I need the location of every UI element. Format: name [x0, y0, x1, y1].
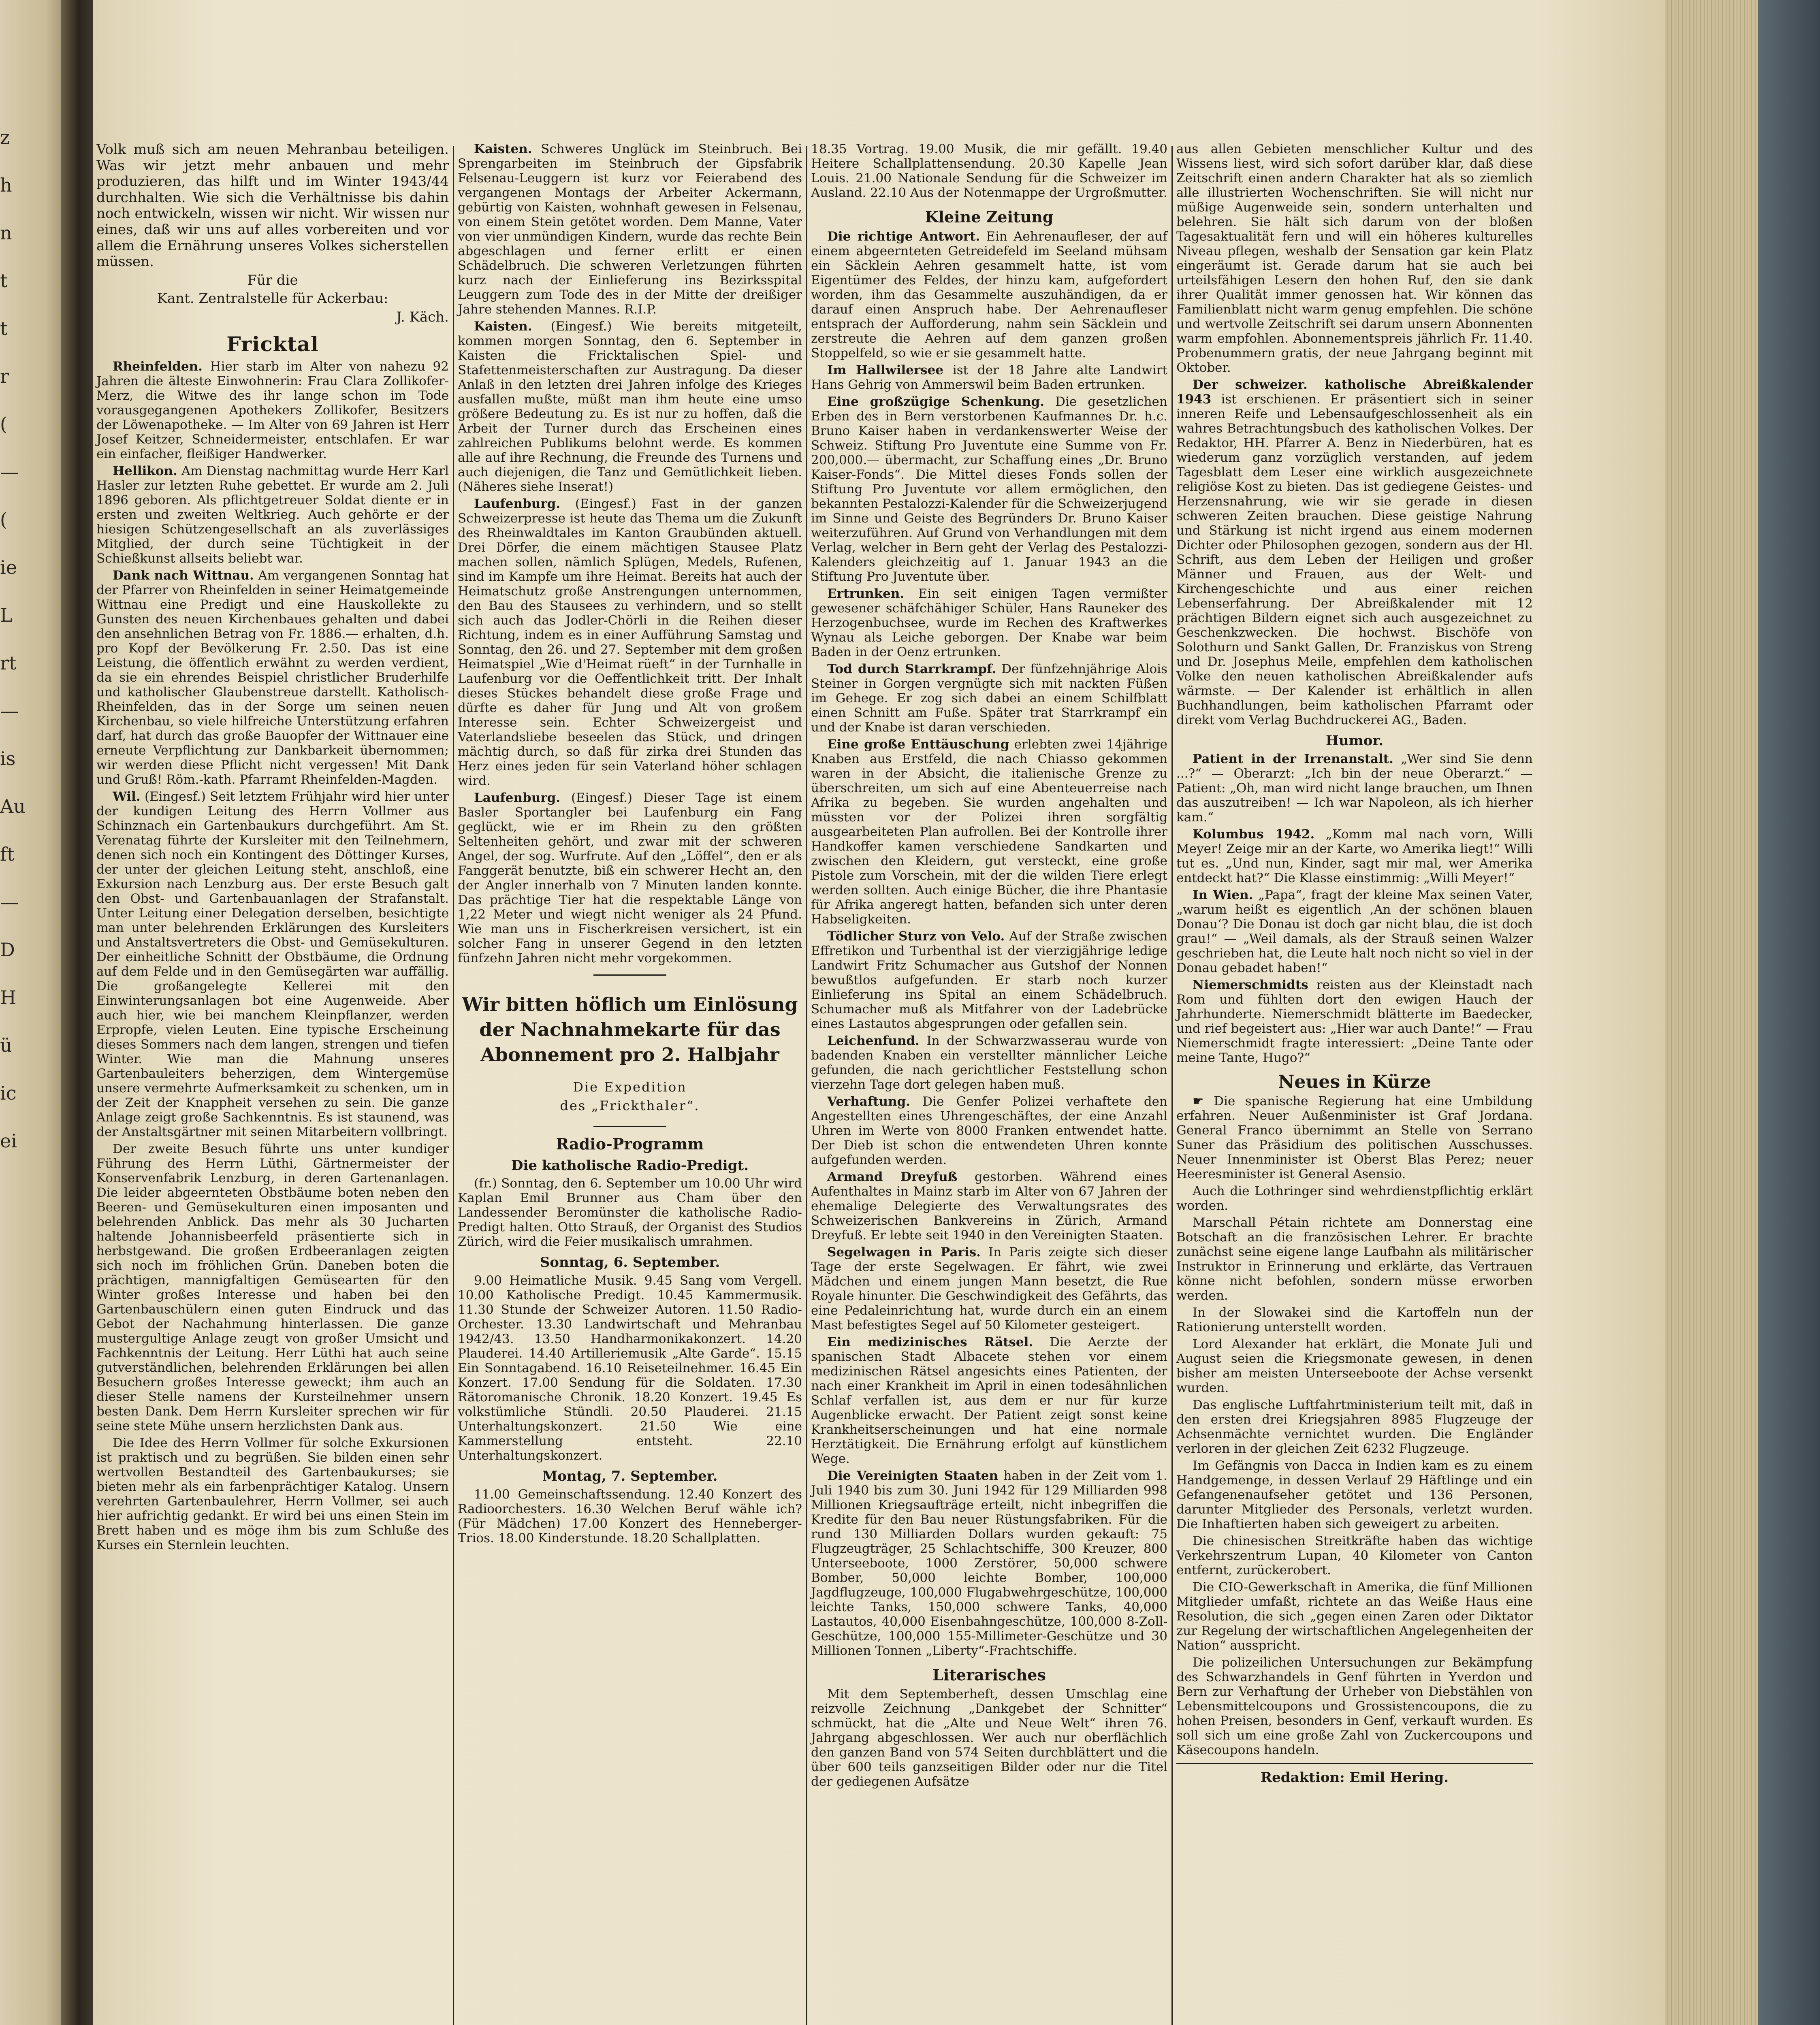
news-paragraph-lead: Verhaftung. [827, 1094, 911, 1109]
editor-credit: Redaktion: Emil Hering. [1260, 1769, 1449, 1786]
sunday-program: 9.00 Heimatliche Musik. 9.45 Sang vom Vergell. 10.00 Katholische Predigt. 10.45 Kammermusik. 11.30 Stunde der Schweizer Autoren. 11.50 Radio-Orchester. 13.30 Landwirtschaft und Mehranbau 1942/43. 13.50 Handharmonikakonzert. 14.20 Plauderei. 14.40 Artilleriemusik „Alte Garde“. 15.15 Ein Sonntagabend. 16.10 Reiseteilnehmer. 16.45 Ein Konzert. 17.00 Sendung für die Soldaten. 17.30 Rätoromanische Chronik. 18.20 Konzert. 19.45 Es volkstümliche Stündli. 20.50 Plauderei. 21.15 Unterhaltungskonzert. 21.50 Wie eine Kammerstellung entsteht. 22.10 Unterhaltungskonzert. [458, 1273, 802, 1463]
humor-paragraph [1176, 888, 1533, 975]
article-paragraph-lead: Kaisten. [474, 142, 532, 156]
article-paragraph-lead: Hellikon. [113, 464, 177, 479]
humor-paragraph [1176, 827, 1533, 885]
news-paragraph-text: Auf der Straße zwischen Effretikon und Turbenthal ist der vierzigjährige ledige Landwirt Fritz Schumacher aus Gutshof der Nonnen bewußtlos aufgefunden. Er starb noch kurzer Einlieferung ins Spital an einem Schädelbruch. Schumacher muß als Mitfahrer von der Ladebrücke eines Lastautos abgesprungen oder gefallen sein. [811, 929, 1167, 1031]
article-paragraph-text: (Eingesf.) Dieser Tage ist einem Basler Sportangler bei Laufenburg ein Fang geglückt, wie er im Rhein zu den größten Seltenheiten gehört, und zwar mit der schweren Angel, der sog. Wurfrute. Auf den „Löffel“, den er als Fanggerät benutzte, biß ein schwerer Hecht an, den der Angler innerhalb von 7 Minuten landen konnte. Das prächtige Tier hat die respektable Länge von 1,22 Meter und wiegt nicht weniger als 24 Pfund. Wie man uns in Fischerkreisen versichert, ist ein solcher Fang in unserer Gegend in den letzten fünfzehn Jahren nicht mehr vorgekommen. [458, 791, 802, 966]
news-paragraph-text: gestorben. Während eines Aufenthaltes in Mainz starb im Alter von 67 Jahren der ehemalige Delegierte des Verwaltungsrates des Schweizerischen Bankvereins in Zürich, Armand Dreyfuß. Er lebte seit 1940 in den Vereinigten Staaten. [811, 1169, 1167, 1243]
news-paragraph [811, 1034, 1167, 1092]
margin-fragment: ic [0, 1082, 17, 1104]
margin-fragment: H [0, 987, 17, 1008]
book-cover [1758, 0, 1820, 2025]
article-paragraph-text: (Eingesf.) Fast in der ganzen Schweizerpresse ist heute das Thema um die Zukunft des Rheinwaldtales im Kanton Graubünden aktuell. Drei Dörfer, die einem mächtigen Stausee Platz machen sollen, nämlich Splügen, Medels, Rufenen, sind im Kampfe um ihre Heimat. Bereits hat auch der Heimatschutz große Anstrengungen unternommen, den Bau des Stausees zu verhindern, und so stellt sich auch das Jodler-Chörli in die Reihen dieser Richtung, indem es in einer Aufführung Samstag und Sonntag, den 26. und 27. September mit dem großen Heimatspiel „Wie d'Heimat rüeft“ in der Turnhalle in Laufenburg vor die Oeffentlichkeit tritt. Der Inhalt dieses Stückes behandelt diese große Frage und dürfte es daher für Jung und Alt von großem Interesse sein. Echter Schweizergeist und Vaterlandsliebe beseelen das Stück, und dringen mächtig durch, so daß für zirka drei Stunden das Herz eines jeden für sein Vaterland höher schlagen wird. [458, 497, 802, 788]
humor-paragraph-lead: Kolumbus 1942. [1193, 827, 1315, 842]
humor-paragraph-lead: Patient in der Irrenanstalt. [1193, 751, 1393, 766]
fricktal-articles [96, 359, 449, 1552]
margin-fragment: n [0, 222, 12, 244]
news-paragraph-lead: Segelwagen in Paris. [827, 1245, 981, 1260]
literature-title: Literarisches [932, 1665, 1046, 1684]
news-paragraph-lead: Eine große Enttäuschung [827, 737, 1009, 752]
news-paragraph-text: ist der 18 Jahre alte Landwirt Hans Gehrig von Ammerswil beim Baden ertrunken. [811, 362, 1168, 392]
radio-program-continued: 18.35 Vortrag. 19.00 Musik, die mir gefällt. 19.40 Heitere Schallplattensendung. 20.30 Kapelle Jean Louis. 21.00 Nationale Sendung für die Schweizer im Ausland. 22.10 Aus der Notenmappe der Urgroßmutter. [811, 142, 1167, 200]
article-paragraph-text: Schweres Unglück im Steinbruch. Bei Sprengarbeiten im Steinbruch der Gipsfabrik Felsenau-Leuggern ist kurz vor Feierabend des vergangenen Montags der Arbeiter Ackermann, gebürtig von Kaisten, wohnhaft gewesen in Felsenau, von einem Stein getötet worden. Dem Manne, Vater von vier unmündigen Kindern, wurde das rechte Bein abgeschlagen und ferner erlitt er einen Schädelbruch. Die schweren Verletzungen führten kurz nach der Einlieferung ins Bezirksspital Leuggern zum Tode des in der Mitte der dreißiger Jahre stehenden Mannes. R.I.P. [458, 142, 802, 317]
article-paragraph [458, 497, 802, 788]
news-paragraph-lead: Tod durch Starrkrampf. [827, 661, 996, 676]
margin-fragment: ü [0, 1034, 12, 1056]
humor-paragraph [1176, 978, 1533, 1065]
column-rule [453, 146, 454, 2025]
margin-fragment: z [0, 126, 10, 148]
news-paragraph-lead: Leichenfund. [827, 1033, 920, 1048]
article-paragraph-text: Der zweite Besuch führte uns unter kundiger Führung des Herrn Lüthi, Gärtnermeister der Konservenfabrik Lenzburg, in deren Gartenanlagen. Die leider abgeernteten Obstbäume boten neben den Beeren- und Gemüsekulturen einen imposanten und belehrenden Anblick. Das mehr als 30 Jucharten haltende Johannisbeerfeld präsentierte sich in herbstgewand. Die großen Erdbeeranlagen zeigten sich noch im fröhlichen Grün. Daneben boten die prächtigen, mannigfaltigen Gemüsearten für den Winter großes Interesse und haben bei den Gartenbauschülern einen guten Eindruck und das Gebot der Nachahmung hinterlassen. Die ganze mustergultige Anlage zeugt von großer Umsicht und Fachkenntnis der Leitung. Herr Lüthi hat auch seine gutverständlichen, belehrenden Erklärungen bei allen Besuchern großes Interesse geweckt; ihm auch an dieser Stelle namens der Kursteilnehmer unsern besten Dank. Dem Herrn Kursleiter sprechen wir für seine stete Mühe unsern herzlichsten Dank aus. [96, 1142, 449, 1434]
news-brief-items [1176, 1094, 1533, 1757]
monday-heading: Montag, 7. September. [542, 1468, 718, 1484]
column-4 [1176, 142, 1533, 1788]
news-paragraph-text: Ein Aehrenaufleser, der auf einem abgeernteten Getreidefeld im Seeland mühsam ein Säcklein Aehren gesammelt hatte, ist vom Eigentümer des Feldes, der hinzu kam, aufgefordert worden, ihm das Gesammelte auszuhändigen, da er darauf einen Anspruch habe. Der Aehrenaufleser entsprach der Aufforderung, nahm sein Säcklein und zerstreute die Aehren auf dem ganzen großen Stoppelfeld, so wie er sie gesammelt hatte. [811, 229, 1167, 360]
page-edges [1665, 0, 1758, 2025]
article-paragraph [458, 142, 802, 317]
article-paragraph-text: Hier starb im Alter von nahezu 92 Jahren die älteste Einwohnerin: Frau Clara Zollikofer-Merz, die Witwe des ihr lange schon im Tode vorausgegangenen Apothekers Zollikofer, Besitzers der Löwenapotheke. — Im Alter von 69 Jahren ist Herr Josef Keitzer, Schneidermeister, entschlafen. Er war ein einfacher, fleißiger Handwerker. [96, 359, 449, 462]
literature-continued: aus allen Gebieten menschlicher Kultur und des Wissens liest, wird sich sofort darüber klar, daß diese Zeitschrift einen andern Charakter hat als so ziemlich alle illustrierten Wochenschriften. Sie will nicht nur müßige Augenweide sein, sondern unterhalten und belehren. Sie hält sich darum von der bloßen Tagesaktualität fern und will ein höheres kulturelles Niveau pflegen, weshalb der Sensation gar kein Platz eingeräumt ist. Gerade darum hat sie auch bei urteilsfähigen Lesern den hohen Ruf, den sie dank ihrer Qualität immer genossen hat. Wir können das Familienblatt nicht warm genug empfehlen. Die schöne und wertvolle Zeitschrift sei darum unsern Abonnenten warm empfohlen. Abonnementspreis jährlich Fr. 11.40. Probenummern gratis, der neue Jahrgang beginnt mit Oktober. [1176, 142, 1533, 375]
news-paragraph-text: Die gesetzlichen Erben des in Bern verstorbenen Kaufmannes Dr. h.c. Bruno Kaiser haben in verdankenswerter Weise der Schweiz. Stiftung Pro Juventute eine Summe von Fr. 200,000.— übermacht, zur Schaffung eines „Dr. Bruno Kaiser-Fonds“. Die Mittel dieses Fonds sollen der Stiftung Pro Juventute vor allem ermöglichen, den bekannten Pestalozzi-Kalender für die Schweizerjugend im Sinne und Geiste des Begründers Dr. Bruno Kaiser weiterzuführen. Auf Grund von Verhandlungen mit dem Verlag, welcher in Bern geht der Verlag des Pestalozzi-Kalenders gleichzeitig auf 1. Januar 1943 an die Stiftung Pro Juventute über. [811, 394, 1167, 584]
news-paragraph [811, 737, 1167, 927]
calendar-paragraph-lead: Der schweizer. katholische Abreißkalender 1943 [1176, 377, 1533, 407]
article-paragraph-lead: Laufenburg. [474, 791, 561, 805]
margin-fragment: ( [0, 509, 7, 531]
news-brief-item: Das englische Luftfahrtministerium teilt mit, daß in den ersten drei Kriegsjahren 8985 Flugzeuge der Achsenmächte vernichtet wurden. Die Engländer verloren in der gleichen Zeit 6232 Flugzeuge. [1176, 1398, 1533, 1456]
article-paragraph-lead: Rheinfelden. [113, 359, 203, 374]
humor-paragraph-text: „Wer sind Sie denn ...?“ — Oberarzt: „Ich bin der neue Oberarzt.“ — Patient: „Oh, man wird nicht lange brauchen, um Ihnen das auszutreiben! — Ich war Napoleon, als ich hierher kam.“ [1176, 751, 1533, 825]
humor-paragraph-lead: In Wien. [1193, 887, 1253, 902]
margin-fragment: — [0, 891, 19, 913]
column-2 [458, 142, 802, 1548]
news-paragraph [811, 586, 1167, 659]
news-brief-item: In der Slowakei sind die Kartoffeln nun der Rationierung unterstellt worden. [1176, 1305, 1533, 1335]
column-3 [811, 142, 1167, 1791]
news-paragraph-text: In der Schwarzwasserau wurde von badenden Knaben ein verstellter männlicher Leiche gefunden, die nach gerichtlicher Feststellung schon vierzehn Tage dort gelegen haben muß. [811, 1033, 1167, 1092]
margin-fragment: — [0, 461, 19, 483]
signature-line-1: Für die [247, 272, 298, 288]
news-brief-title: Neues in Kürze [1278, 1071, 1431, 1092]
news-paragraph-text: haben in der Zeit vom 1. Juli 1940 bis zum 30. Juni 1942 für 129 Milliarden 998 Millionen Kriegsaufträge erteilt, nicht inbegriffen die Kredite für den Bau neuer Rüstungsfabriken. Für die rund 130 Milliarden Dollars wurden gekauft: 75 Flugzeugträger, 25 Schlachtschiffe, 300 Kreuzer, 800 Unterseeboote, 1000 Zerstörer, 50,000 schwere Bomber, 50,000 leichte Bomber, 100,000 Jagdflugzeuge, 100,000 Flugabwehrgeschütze, 100,000 leichte Tanks, 150,000 schwere Tanks, 40,000 Lastautos, 40,000 Eisenbahngeschütze, 100,000 8-Zoll-Geschütze, 100,000 155-Millimeter-Geschütze und 30 Millionen Tonnen „Liberty“-Frachtschiffe. [811, 1468, 1167, 1658]
news-paragraph-lead: Ertrunken. [827, 586, 905, 601]
column-rule [1171, 146, 1173, 2025]
margin-fragment: t [0, 318, 8, 339]
news-paragraph [811, 1245, 1167, 1332]
column-rule [806, 146, 807, 2025]
news-brief-item: Marschall Pétain richtete am Donnerstag eine Botschaft an die französischen Lehrer. Er brachte zunächst seine eigene lange Laufbahn als militärischer Instruktor in Erinnerung und erklärte, das Vertrauen könne nicht befohlen, sondern müsse erworben werden. [1176, 1215, 1533, 1303]
news-paragraph-lead: Ein medizinisches Rätsel. [827, 1334, 1033, 1349]
calendar-paragraph-text: ist erschienen. Er präsentiert sich in seiner inneren Reife und Lebensaufgeschlossenheit als ein wahres Betrachtungsbuch des katholischen Volkes. Der Redaktor, HH. Pfarrer A. Benz in Niederbüren, hat es wiederum ganz vorzüglich verstanden, auf jedem Tagesblatt dem Leser eine wirklich ausgezeichnete religiöse Kost zu bieten. Das ist gediegene Geistes- und Herzensnahrung, wie wir sie gerade in diesen schweren Zeiten brauchen. Diese geistige Nahrung und Stärkung ist nicht irgend aus einem modernen Dichter oder Philosophen gezogen, sondern aus der Hl. Schrift, aus dem Leben der Heiligen und großer Männer und Frauen, aus der Welt- und Kirchengeschichte und aus einer reichen Lebenserfahrung. Der Abreißkalender mit 12 prächtigen Bildern eignet sich auch ausgezeichnet zu Geschenkzwecken. Die hochwst. Bischöfe von Solothurn und Sankt Gallen, Dr. Franziskus von Streng und Dr. Josephus Meile, empfehlen dem katholischen Volke den neuen katholischen Abreißkalender aufs wärmste. — Der Kalender ist erhältlich in allen Buchhandlungen, beim katholischen Pfarramt oder direkt vom Verlag Buchdruckerei AG., Baden. [1176, 392, 1533, 727]
news-brief-item: Lord Alexander hat erklärt, die Monate Juli und August seien die Kriegsmonate gewesen, in denen bisher am meisten Unterseeboote der Achse versenkt wurden. [1176, 1337, 1533, 1396]
column-1 [96, 142, 449, 1555]
news-paragraph [811, 929, 1167, 1031]
margin-fragment: r [0, 365, 9, 387]
article-paragraph-text: Die Idee des Herrn Vollmer für solche Exkursionen ist praktisch und zu begrüßen. Sie bilden einen sehr wertvollen Bestandteil des Gartenbaukurses; sie bieten mehr als ein farbenprächtiger Katalog. Unsern verehrten Gartenbaulehrer, Herrn Vollmer, sei auch hier aufrichtig gedankt. Er wird bei uns einen Stein im Brett haben und es möge ihm bis zum Schluße des Kurses ein Sternlein leuchten. [96, 1436, 449, 1553]
news-paragraph [811, 394, 1167, 584]
margin-fragment: ft [0, 843, 15, 865]
margin-fragment: D [0, 939, 15, 961]
margin-fragment: rt [0, 652, 17, 674]
news-brief-item: Im Gefängnis von Dacca in Indien kam es zu einem Handgemenge, in dessen Verlauf 29 Häftlinge und ein Gefangenenaufseher getötet und 136 Personen, darunter Mitglieder des Personals, verletzt wurden. Die Inhaftierten haben sich geweigert zu arbeiten. [1176, 1458, 1533, 1532]
news-paragraph-lead: Tödlicher Sturz von Velo. [827, 929, 1005, 944]
news-brief-item: Die CIO-Gewerkschaft in Amerika, die fünf Millionen Mitglieder umfaßt, richtete an das Weiße Haus eine Resolution, die sich „gegen einen Zaren oder Diktator zur Regelung der wirtschaftlichen Angelegenheiten der Nation“ ausspricht. [1176, 1580, 1533, 1653]
news-paragraph [811, 229, 1167, 360]
margin-fragment: is [0, 748, 16, 770]
article-paragraph [96, 359, 449, 461]
short-news [811, 229, 1167, 1658]
article-paragraph [96, 568, 449, 787]
notice-signature-2: des „Frickthaler“. [560, 1098, 700, 1113]
news-brief-item: ☛ Die spanische Regierung hat eine Umbildung erfahren. Neuer Außenminister ist Graf Jordana. General Franco übernimmt an Stelle von Serrano Suner das Präsidium des politischen Ausschusses. Neuer Innenminister ist Oberst Blas Perez; neuer Heeresminister ist General Asensio. [1176, 1094, 1533, 1182]
intro-paragraph: Volk muß sich am neuen Mehranbau beteiligen. Was wir jetzt mehr anbauen und mehr produzieren, das hilft und im Winter 1943/44 durchhalten. Wie sich die Verhältnisse bis dahin noch entwickeln, wissen wir nicht. Wir wissen nur eines, daß wir uns auf alles vorbereiten und vor allem die Ernährung unseres Volkes sicherstellen müssen. [96, 141, 449, 270]
margin-fragment: ( [0, 413, 7, 435]
news-brief-item: Die polizeilichen Untersuchungen zur Bekämpfung des Schwarzhandels in Genf führten in Yverdon und Bern zur Verhaftung der Urheber von Diebstählen von Lebensmittelcoupons und Grossistencoupons, die zu hohen Preisen, besonders in Genf, verkauft wurden. Es soll sich um eine große Zahl von Zuckercoupons und Käsecoupons handeln. [1176, 1655, 1533, 1758]
news-paragraph [811, 1335, 1167, 1466]
humor-title: Humor. [1325, 733, 1384, 749]
news-paragraph-text: erlebten zwei 14jährige Knaben aus Erstfeld, die nach Chiasso gekommen waren in der Absicht, die italienische Grenze zu überschreiten, um sich auf eine Abenteuerreise nach Afrika zu begeben. Sie wurden angehalten und müssten vor der Polizei ihren sorgfältig ausgearbeiteten Plan aufrollen. Bei der Kontrolle ihrer Handkoffer kamen verschiedene Sandkarten und zwischen den Kleidern, gut versteckt, eine große Pistole zum Vorschein, mit der die wilden Tiere erlegt werden sollten. Auch einige Bücher, die ihre Phantasie für Afrika angeregt hatten, befanden sich unter deren Habseligkeiten. [811, 737, 1167, 927]
notice-signature-1: Die Expedition [573, 1079, 687, 1095]
article-paragraph-lead: Dank nach Wittnau. [113, 568, 254, 583]
news-paragraph-lead: Die Vereinigten Staaten [827, 1468, 999, 1483]
margin-fragment: L [0, 604, 13, 626]
literature-text: Mit dem Septemberheft, dessen Umschlag eine reizvolle Zeichnung „Dankgebet der Schnitter“ schmückt, hat die „Alte und Neue Welt“ ihren 76. Jahrgang abgeschlossen. Wer auch nur oberflächlich den ganzen Band von 574 Seiten durchblättert und die über 600 teils ganzseitigen Bilder oder nur die Titel der gediegenen Aufsätze [811, 1687, 1167, 1789]
humor-paragraph-text: „Komm mal nach vorn, Willi Meyer! Zeige mir an der Karte, wo Amerika liegt!“ Willi tut es. „Und nun, Kinder, sagt mir mal, wer Amerika entdeckt hat?“ Die Klasse einstimmig: „Willi Meyer!“ [1176, 827, 1533, 885]
article-paragraph [458, 319, 802, 494]
news-paragraph [811, 1469, 1167, 1658]
radio-subtitle: Die katholische Radio-Predigt. [511, 1157, 749, 1174]
sunday-heading: Sonntag, 6. September. [540, 1254, 720, 1271]
news-paragraph-text: In Paris zeigte sich dieser Tage der erste Segelwagen. Er fährt, wie zwei Mädchen und einem jungen Mann besetzt, die Rue Royale hinunter. Die Geschwindigkeit des Gefährts, das eine Pedaleinrichtung hat, wurde durch ein an einem Mast befestigtes Segel auf 50 Kilometer gesteigert. [811, 1245, 1167, 1332]
article-paragraph [96, 1436, 449, 1552]
news-paragraph-text: Ein seit einigen Tagen vermißter gewesener schäfchähiger Schüler, Hans Rauneker des Herzogenbuchsee, wurde im Rechen des Kraftwerkes Wynau als Leiche geborgen. Der Knabe war beim Baden in der Oenz ertrunken. [811, 586, 1167, 659]
news-paragraph-text: Der fünfzehnjährige Alois Steiner in Gorgen vergnügte sich mit nackten Füßen im Gehege. Er zog sich dabei an einem Schilfblatt einen Schnitt am Fuße. Später trat Starrkrampf ein und der Knabe ist daran verschieden. [811, 661, 1168, 735]
article-paragraph-text: (Eingesf.) Seit letztem Frühjahr wird hier unter der kundigen Leitung des Herrn Vollmer aus Schinznach ein Gartenbaukurs durchgeführt. Am St. Verenatag führte der Kursleiter mit den Teilnehmern, denen sich noch ein Kontingent des Döttinger Kurses, der unter der gleichen Leitung steht, anschloß, eine Exkursion nach Lenzburg aus. Der erste Besuch galt den Obst- und Gartenbauanlagen der Strafanstalt. Unter Leitung einer Delegation derselben, besichtigte man unter belehrenden Erklärungen des Kursleiters und Anstaltsvertreters die Obst- und Gemüsekulturen. Der einheitliche Schnitt der Obstbäume, die Ordnung auf dem Felde und in den Gemüsegärten war auffällig. Die großangelegte Kellerei mit den Einwinterungsanlagen bot eine Augenweide. Aber auch hier, wie bei manchem Kleinpflanzer, werden Erpropfe, vielen Leuten. Eine typische Erscheinung dieses Sommers nach dem langen, strengen und tiefen Winter. Wie man die Mahnung unseres Gartenbauleiters beherzigen, dem Wintergemüse unsere vermehrte Aufmerksamkeit zu schenken, um in der Zeit der Knappheit versehen zu sein. Die ganze Anlage zeigt große Sachkenntnis. Es ist staunend, was der Anstaltsgärtner mit seinen Mitarbeitern vollbringt. [96, 789, 449, 1140]
section-heading-fricktal: Fricktal [226, 332, 319, 356]
news-paragraph-lead: Im Hallwilersee [827, 362, 944, 377]
article-paragraph-text: Am Dienstag nachmittag wurde Herr Karl Hasler zur letzten Ruhe gebettet. Er wurde am 2. Juli 1896 geboren. Als pflichtgetreuer Soldat diente er in ersten und zweiten Weltkrieg. Auch gehörte er der hiesigen Schützengesellschaft an als zuverlässiges Mitglied, der durch seine Tüchtigkeit in der Schießkunst allseits beliebt war. [96, 464, 449, 566]
separator [593, 1126, 666, 1127]
signature-name: J. Käch. [396, 309, 449, 325]
margin-fragment: ei [0, 1130, 17, 1152]
article-paragraph [96, 1142, 449, 1433]
radio-intro: (fr.) Sonntag, den 6. September um 10.00 Uhr wird Kaplan Emil Brunner aus Cham über den Landessender Beromünster die katholische Radio-Predigt halten. Otto Strauß, der Organist des Studios Zürich, wird die Feier musikalisch umrahmen. [458, 1176, 802, 1249]
news-brief-item: Die chinesischen Streitkräfte haben das wichtige Verkehrszentrum Lupan, 40 Kilometer von Canton entfernt, zurückerobert. [1176, 1534, 1533, 1578]
article-paragraph-text: (Eingesf.) Wie bereits mitgeteilt, kommen morgen Sonntag, den 6. September in Kaisten die Fricktalischen Spiel- und Stafettenmeisterschaften zur Austragung. Da dieser Anlaß in den letzten drei Jahren infolge des Krieges ausfallen mußte, müßt man ihm heute eine umso größere Bedeutung zu. Es ist nur zu hoffen, daß die Arbeit der Turner durch das Erscheinen eines zahlreichen Publikums belohnt werde. Es kommen alle auf ihre Rechnung, die Freunde des Turnens und auch diejenigen, die Tanz und Gemütlichkeit lieben. (Näheres siehe Inserat!) [458, 319, 802, 494]
article-paragraph-lead: Kaisten. [474, 319, 532, 334]
news-paragraph-lead: Eine großzügige Schenkung. [827, 394, 1045, 409]
article-paragraph [96, 464, 449, 566]
margin-fragment: h [0, 174, 12, 196]
news-paragraph-text: Die Genfer Polizei verhaftete den Angestellten eines Uhrengeschäftes, der eine Anzahl Uhren im Werte von 8000 Franken entwendet hatte. Der Dieb ist schon die entwendeten Uhren konnte aufgefunden werden. [811, 1094, 1167, 1167]
news-paragraph [811, 662, 1167, 735]
news-brief-item: Auch die Lothringer sind wehrdienstpflichtig erklärt worden. [1176, 1184, 1533, 1213]
news-paragraph [811, 1094, 1167, 1167]
article-paragraph-text: Am vergangenen Sonntag hat der Pfarrer von Rheinfelden in seiner Heimatgemeinde Wittnau eine Predigt und eine Hauskollekte zu Gunsten des neuen Kirchenbaues gehalten und dabei den ansehnlichen Betrag von Fr. 1886.— erhalten, d.h. pro Kopf der Bevölkerung Fr. 2.50. Das ist eine Leistung, die öffentlich erwähnt zu werden verdient, da sie ein ehrendes Beispiel christlicher Bruderhilfe und katholischer Glaubenstreue darstellt. Katholisch-Rheinfelden, das in der Sorge um seinen neuen Kirchenbau, so viele hilfreiche Unterstützung erfahren darf, hat durch das große Bauopfer der Wittnauer eine erneute Verpflichtung zur Dankbarkeit übernommen; wir werden diese Pflicht nicht vergessen! Mit Dank und Gruß! Röm.-kath. Pfarramt Rheinfelden-Magden. [96, 568, 449, 787]
local-articles [458, 142, 802, 966]
humor-items [1176, 752, 1533, 1065]
monday-program: 11.00 Gemeinschaftssendung. 12.40 Konzert des Radioorchesters. 16.30 Welchen Beruf wähle ich? (Für Mädchen) 17.00 Konzert des Henneberger-Trios. 18.00 Kinderstunde. 18.20 Schallplatten. [458, 1487, 802, 1545]
news-paragraph-lead: Armand Dreyfuß [827, 1169, 958, 1184]
calendar-paragraph [1176, 377, 1533, 727]
subscription-notice: Wir bitten höflich um Einlösung der Nachnahmekarte für das Abonnement pro 2. Halbjahr [462, 993, 798, 1066]
separator [1176, 1763, 1533, 1764]
margin-fragment: Au [0, 795, 26, 817]
signature-line-2: Kant. Zentralstelle für Ackerbau: [157, 290, 388, 307]
kleine-zeitung-title: Kleine Zeitung [925, 208, 1054, 226]
facing-page-text-fragments [0, 113, 24, 1165]
margin-fragment: t [0, 270, 8, 292]
article-paragraph-lead: Laufenburg. [474, 497, 561, 511]
humor-paragraph-lead: Niemerschmidts [1193, 977, 1308, 992]
margin-fragment: — [0, 700, 19, 722]
margin-fragment: ie [0, 556, 17, 578]
humor-paragraph-text: reisten aus der Kleinstadt nach Rom und fühlten dort den ewigen Hauch der Jahrhunderte. Niemerschmidt blätterte im Baedecker, und rief begeistert aus: „Hier war auch Dante!“ — Frau Niemerschmidt fragte interessiert: „Deine Tante oder meine Tante, Hugo?“ [1176, 977, 1533, 1065]
news-paragraph-text: Die Aerzte der spanischen Stadt Albacete stehen vor einem medizinischen Rätsel angesichts eines Patienten, der nach einer Krankheit im April in einen todesähnlichen Schlaf verfallen ist, aus dem er nur für kurze Augenblicke erwacht. Der Patient zeigt sonst keine Krankheitserscheinungen und hat eine normale Herztätigkeit. Die Ernährung erfolgt auf künstlichem Wege. [811, 1334, 1167, 1466]
humor-paragraph-text: „Papa“, fragt der kleine Max seinen Vater, „warum heißt es eigentlich ‚An der schönen blauen Donau‘? Die Donau ist doch gar nicht blau, die ist doch grau!“ — „Weil damals, als der Strauß seinen Walzer geschrieben hat, die Leute halt noch nicht so viel in der Donau gebadet haben!“ [1176, 887, 1533, 975]
article-paragraph [96, 789, 449, 1139]
article-paragraph-lead: Wil. [113, 789, 141, 804]
separator [593, 974, 666, 976]
news-paragraph [811, 1170, 1167, 1243]
article-paragraph [458, 791, 802, 966]
calendar-article [1176, 377, 1533, 727]
news-paragraph-lead: Die richtige Antwort. [827, 229, 980, 244]
news-paragraph [811, 363, 1167, 392]
radio-program-title: Radio-Programm [556, 1135, 704, 1153]
humor-paragraph [1176, 752, 1533, 825]
